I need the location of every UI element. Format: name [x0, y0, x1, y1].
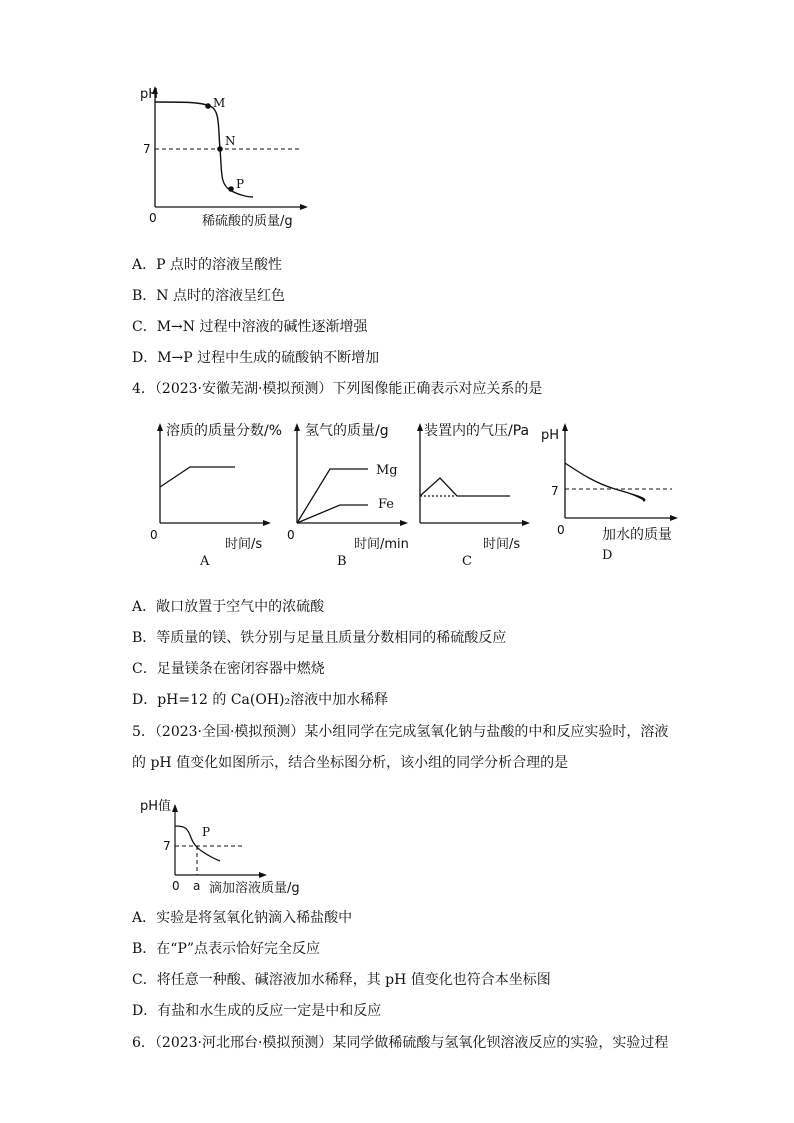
graph-b-fe-label: Fe	[378, 497, 395, 512]
q5-origin: 0	[172, 879, 180, 893]
graph-c-y-label: 装置内的气压/Pa	[424, 423, 530, 439]
graph-b-x-label: 时间/min	[354, 537, 409, 552]
point-p-dot	[228, 186, 234, 192]
q5-stem-line2: 的 pH 值变化如图所示，结合坐标图分析，该小组的同学分析合理的是	[132, 755, 569, 771]
graph-c-x-label: 时间/s	[483, 537, 521, 552]
y-axis-label: pH	[140, 87, 159, 102]
q5-x-label: 滴加溶液质量/g	[209, 881, 300, 896]
graph-a-line	[160, 467, 235, 487]
graph-d	[541, 423, 678, 563]
q3-option-d: D．M→P 过程中生成的硫酸钠不断增加	[132, 350, 380, 366]
q4-stem: 4．（2023·安徽芜湖·模拟预测）下列图像能正确表示对应关系的是	[132, 381, 543, 397]
x-axis-arrow	[300, 204, 308, 210]
q5-tick-a: a	[193, 879, 201, 893]
graph-d-tick-7: 7	[551, 484, 559, 498]
point-m-dot	[205, 103, 211, 109]
tick-7: 7	[143, 142, 151, 156]
q5-option-b: B．在“P”点表示恰好完全反应	[132, 941, 321, 957]
q5-stem-line1: 5．（2023·全国·模拟预测）某小组同学在完成氢氧化钠与盐酸的中和反应实验时，溶液	[132, 724, 669, 740]
q5-graph	[135, 790, 335, 900]
q3-option-a: A．P 点时的溶液呈酸性	[132, 257, 282, 273]
q4-graphs	[140, 415, 700, 575]
q4-option-b: B．等质量的镁、铁分别与足量且质量分数相同的稀硫酸反应	[132, 630, 507, 646]
q4-option-c: C．足量镁条在密闭容器中燃烧	[132, 661, 325, 677]
graph-a-x-label: 时间/s	[225, 537, 263, 552]
graph-d-origin: 0	[557, 523, 565, 537]
point-n-dot	[217, 146, 223, 152]
x-axis-label: 稀硫酸的质量/g	[202, 214, 293, 229]
graph-c	[417, 422, 530, 569]
figure-ph-sulfuric-acid	[130, 80, 330, 235]
graph-b-mg-label: Mg	[376, 463, 398, 478]
graph-d-x-label: 加水的质量	[602, 527, 672, 543]
point-p-label: P	[236, 177, 245, 191]
q4-option-d: D．pH=12 的 Ca(OH)₂溶液中加水稀释	[132, 692, 389, 708]
graph-a-letter: A	[200, 554, 210, 569]
graph-a	[150, 422, 282, 569]
q3-option-b: B．N 点时的溶液呈红色	[132, 288, 285, 304]
graph-b-fe-line	[297, 505, 368, 523]
q5-option-d: D．有盐和水生成的反应一定是中和反应	[132, 1003, 382, 1019]
point-m-label: M	[213, 96, 226, 110]
graph-d-letter: D	[602, 548, 613, 563]
graph-a-origin: 0	[150, 528, 158, 542]
graph-b-letter: B	[337, 554, 347, 569]
q4-option-a: A．敞口放置于空气中的浓硫酸	[132, 599, 325, 615]
q5-option-a: A．实验是将氢氧化钠滴入稀盐酸中	[132, 910, 353, 926]
graph-b	[287, 423, 409, 569]
graph-d-y-label: pH	[541, 428, 560, 443]
q5-y-label: pH值	[140, 799, 172, 814]
graph-b-mg-line	[297, 469, 368, 523]
graph-c-letter: C	[462, 554, 472, 569]
q6-stem: 6．（2023·河北邢台·模拟预测）某同学做稀硫酸与氢氧化钡溶液反应的实验，实验过程	[132, 1035, 669, 1051]
q3-option-c: C．M→N 过程中溶液的碱性逐渐增强	[132, 319, 368, 335]
graph-b-origin: 0	[287, 528, 295, 542]
graph-b-y-label: 氢气的质量/g	[305, 423, 389, 439]
graph-a-y-label: 溶质的质量分数/%	[166, 423, 283, 439]
graph-d-curve	[565, 463, 645, 501]
point-n-label: N	[225, 134, 236, 148]
graph-c-line	[420, 478, 510, 496]
q5-point-p: P	[202, 825, 211, 839]
q5-tick-7: 7	[163, 839, 171, 853]
q5-option-c: C．将任意一种酸、碱溶液加水稀释，其 pH 值变化也符合本坐标图	[132, 972, 551, 988]
origin-label: 0	[149, 211, 157, 225]
